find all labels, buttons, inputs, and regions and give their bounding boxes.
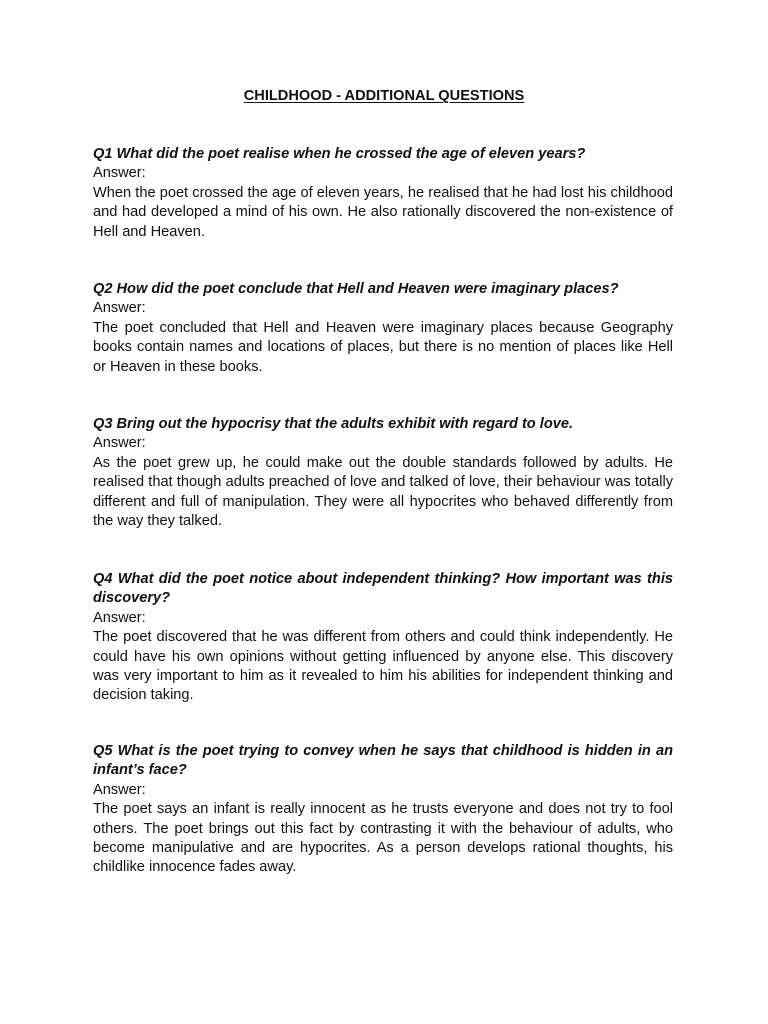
question-1: Q1 What did the poet realise when he crossed the age of eleven years? bbox=[93, 146, 586, 162]
question-block-2 bbox=[93, 280, 673, 377]
page-title: CHILDHOOD - ADDITIONAL QUESTIONS bbox=[243, 88, 525, 104]
answer-2: The poet concluded that Hell and Heaven were imaginary places because Geography books contain names and locations of places, but there is no mention of places like Hell or Heaven in these books. bbox=[93, 319, 673, 375]
question-block-3 bbox=[93, 415, 673, 531]
answer-label-5: Answer: bbox=[93, 781, 146, 798]
question-5: Q5 What is the poet trying to convey when he says that childhood is hidden in an infant’s face? bbox=[93, 743, 673, 779]
question-4: Q4 What did the poet notice about independent thinking? How important was this discovery? bbox=[93, 571, 673, 607]
question-2: Q2 How did the poet conclude that Hell and Heaven were imaginary places? bbox=[93, 281, 619, 297]
question-block-4 bbox=[93, 570, 673, 706]
answer-label-1: Answer: bbox=[93, 165, 146, 182]
answer-label-4: Answer: bbox=[93, 609, 146, 626]
answer-1: When the poet crossed the age of eleven years, he realised that he had lost his childhood and had developed a mind of his own. He also rationally discovered the non-existence of Hell and Heaven. bbox=[93, 184, 673, 240]
question-3: Q3 Bring out the hypocrisy that the adults exhibit with regard to love. bbox=[93, 416, 574, 432]
answer-label-3: Answer: bbox=[93, 435, 146, 452]
question-block-5 bbox=[93, 742, 673, 878]
answer-4: The poet discovered that he was different from others and could think independently. He could have his own opinions without getting influenced by anyone else. This discovery was very important to him as it revealed to him his abilities for independent thinking and decision taking. bbox=[93, 629, 673, 704]
answer-5: The poet says an infant is really innocent as he trusts everyone and does not try to fool others. The poet brings out this fact by contrasting it with the behaviour of adults, who become manipulative and are hypocrites. As a person develops rational thoughts, his childlike innocence fades away. bbox=[93, 801, 673, 876]
answer-3: As the poet grew up, he could make out the double standards followed by adults. He realised that though adults preached of love and talked of love, their behaviour was totally different and full of manipulation. They were all hypocrites who behaved differently from the way they talked. bbox=[93, 454, 673, 530]
answer-label-2: Answer: bbox=[93, 300, 146, 317]
question-block-1 bbox=[93, 145, 673, 242]
